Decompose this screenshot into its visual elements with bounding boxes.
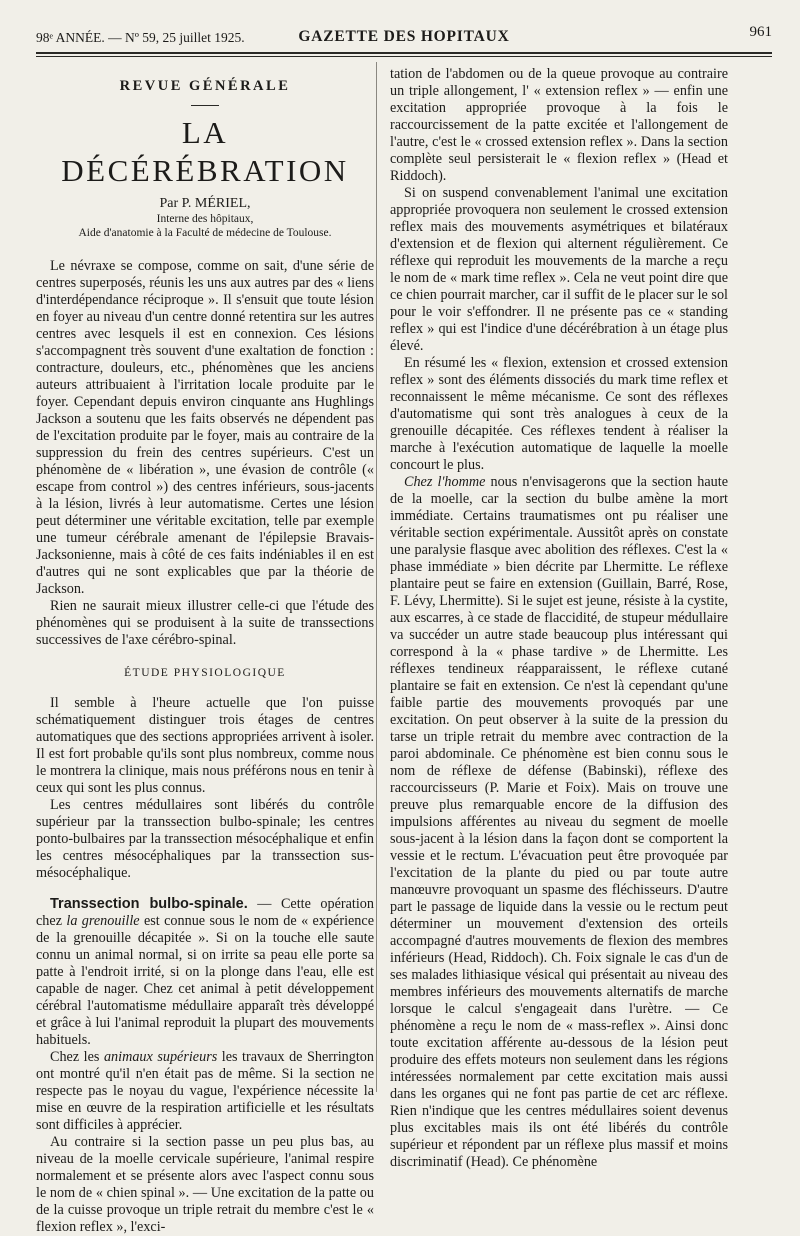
journal-name: GAZETTE DES HOPITAUX: [298, 28, 510, 45]
paragraph: Chez les animaux supérieurs les travaux de Sherrington ont montré qu'il n'en était pas de même. Si la section ne respecte pas le noyau du vague, l'expérience nécessite la mise en œuvre de la respiration artificielle et les résultats sont difficiles à apprécier.: [36, 1049, 374, 1133]
running-head: [36, 24, 772, 54]
paragraph: Chez l'homme nous n'envisagerons que la section haute de la moelle, car la section du bulbe amène la mort immédiate. Certains traumatismes ont pu réaliser une véritable section expérimentale. Aussitôt après on constate une paralysie flasque avec abolition des réflexes. C'est la « phase immédiate » bien décrite par Lhermitte. Le réflexe plantaire peut se faire en extension (Guillain, Barré, Rose, F. Lévy, Lhermitte). Si le sujet est jeune, résiste à la cystite, aux escarres, à ce stade de flaccidité, de stupeur médullaire va succéder un autre stade beaucoup plus intéressant qui correspond à la « phase tardive » de Lhermitte. Les réflexes tendineux réapparaissent, le réflexe cutané plantaire se fait en extension. Ce n'est là cependant qu'une faible partie des mouvements provoqués par une excitation. On peut observer à la suite de la pression du tarse un triple retrait du membre avec contraction de la paroi abdominale. Ce phénomène est bien connu sous le nom de réflexe de défense (Babinski), réflexe des raccourcisseurs (P. Marie et Foix). Mais on trouve une preuve plus remarquable encore de la diffusion des impulsions afférentes au niveau du segment de moelle sous-jacent à la lésion dans la façon dont se comportent la vessie et le rectum. L'évacuation peut être provoquée par l'excitation de la plante du pied ou par toute autre manœuvre provoquant un spasme des fléchisseurs. D'autre part le passage de liquide dans la vessie ou le rectum peut déterminer un mouvement d'extension des orteils accompagné d'autres mouvements de flexion des membres inférieurs (Head, Riddoch). Ch. Foix signale le cas d'un de ses malades lithiasique vésical qui présentait au niveau des membres inférieurs des mouvements alternatifs de marche lorsque le calcul s'engageait dans l'urètre. — Ce phénomène a reçu le nom de « mass-reflex ». Ainsi donc toute excitation afférente au-dessous de la lésion peut produire des effets moteurs non seulement dans les régions intéressées normalement par cette excitation mais aussi dans les organes qui ne font pas partie de cet arc réflexe. Rien n'indique que les centres médullaires soient devenus plus excitables mais ils ont été libérés du contrôle supérieur et répondent par un réflexe plus massif et moins discriminatif (Head). Ce phénomène: [390, 474, 729, 1170]
paragraph: Les centres médullaires sont libérés du contrôle supérieur par la transsection bulbo-spinale; les centres ponto-bulbaires par la transsection mésocéphalique et enfin les centres mésocéphaliques par la transsection sus-mésocéphalique.: [36, 797, 374, 881]
left-column: [36, 66, 374, 1236]
paragraph: Au contraire si la section passe un peu plus bas, au niveau de la moelle cervicale supérieure, l'animal respire normalement et se présente alors avec l'aspect connu sous le nom de « chien spinal ». — Une excitation de la patte ou de la cuisse provoque un triple retrait du membre c'est le « flexion reflex », l'exci-: [36, 1134, 374, 1235]
paragraph: Transsection bulbo-spinale. — Cette opération chez la grenouille est connue sous le nom de « expérience de la grenouille décapitée ». Si on la touche elle saute connu un animal normal, si on irrite sa peau elle porte sa patte à l'endroit irrité, si on la plonge dans l'eau, elle est capable de nager. Chez cet animal à petit développement cérébral l'automatisme médullaire apparaît très développé et grâce à lui l'animal reproduit la plupart des mouvements habituels.: [36, 896, 374, 1048]
paragraph: Il semble à l'heure actuelle que l'on puisse schématiquement distinguer trois étages de centres automatiques que des sections appropriées arrivent à isoler. Il est fort probable qu'ils sont plus nombreux, comme nous le montrera la clinique, mais nous préférons nous en tenir à ceux qui sont les plus connus.: [36, 695, 374, 796]
paragraph: tation de l'abdomen ou de la queue provoque au contraire un triple allongement, l' « extension reflex » — enfin une excitation appropriée provoque à la fois le raccourcissement de la patte excitée et l'allongement de l'autre, c'est le « crossed extension reflex ». Dans la section complète seul persisterait le « flexion reflex » (Head et Riddoch).: [390, 66, 728, 184]
header-rule-thick: [36, 52, 772, 54]
paragraph: Si on suspend convenablement l'animal une excitation appropriée provoquera non seulement le crossed extension reflex mais des mouvements asymétriques et bilatéraux d'extension et de flexion qui alternent régulièrement. Ce réflexe qui reproduit les mouvements de la marche a reçu le nom de « mark time reflex ». Cela ne veut point dire que ce chien pourrait marcher, car il suffit de le placer sur le sol pour le voir s'effondrer. Il ne présente pas ce « standing reflex » qui est l'indice d'une décérébration à un étage plus élevé.: [390, 185, 728, 354]
right-column: [390, 66, 728, 1171]
affiliation-line-1: Interne des hôpitaux,: [156, 213, 254, 225]
affiliation-line-2: Aide d'anatomie à la Faculté de médecine de Toulouse.: [78, 227, 332, 239]
author-line: Par P. MÉRIEL,: [159, 196, 251, 211]
issue-line: 98ᵉ ANNÉE. — Nº 59, 25 juillet 1925.: [36, 30, 245, 45]
section-rule: [191, 105, 219, 106]
subsection-heading: ÉTUDE PHYSIOLOGIQUE: [124, 667, 286, 679]
section-heading: REVUE GÉNÉRALE: [119, 78, 291, 94]
header-rule-thin: [36, 56, 772, 57]
column-divider: [376, 62, 377, 1092]
paragraph: En résumé les « flexion, extension et crossed extension reflex » sont des éléments dissociés du mark time reflex et reconnaissent le même mécanisme. Ce sont des réflexes d'automatisme qui sont très analogues à ceux de la grenouille décapitée. Ces réflexes tendent à réaliser la marche à l'exécution automatique de laquelle la moelle concourt le plus.: [390, 355, 728, 473]
paragraph: Le névraxe se compose, comme on sait, d'une série de centres superposés, réunis les uns aux autres par des « liens d'interdépendance réciproque ». Il s'ensuit que toute lésion en foyer au niveau d'un centre donné retentira sur les autres centres avec lesquels il est en connexion. Ces lésions s'accompagnent très souvent d'une exaltation de fonction : contracture, douleurs, etc., phénomènes que les anciens auteurs attribuaient à l'irritation locale produite par le foyer. Cependant depuis environ cinquante ans Hughlings Jackson a soutenu que les faits observés ne dépendent pas de l'excitation produite par le foyer, mais au contraire de la suppression du frein des centres supérieurs. C'est un phénomène de « libération », une évasion de contrôle (« escape from control ») des centres inférieurs, sous-jacents à la lésion, livrés à leur automatisme. Certes une lésion peut déterminer une véritable excitation, telle par exemple une tumeur cérébrale amenant de l'épilepsie Bravais-Jacksonienne, mais à côté de ces faits indéniables il en est d'autres qui ne sont explicables que par la théorie de Jackson.: [36, 258, 374, 597]
paragraph: Rien ne saurait mieux illustrer celle-ci que l'étude des phénomènes qui se produisent à la suite de transsections successives de l'axe cérébro-spinal.: [36, 598, 374, 648]
runin-heading: Transsection bulbo-spinale.: [50, 896, 248, 912]
page-number: 961: [749, 24, 772, 40]
article-title: LA DÉCÉRÉBRATION: [61, 115, 349, 188]
